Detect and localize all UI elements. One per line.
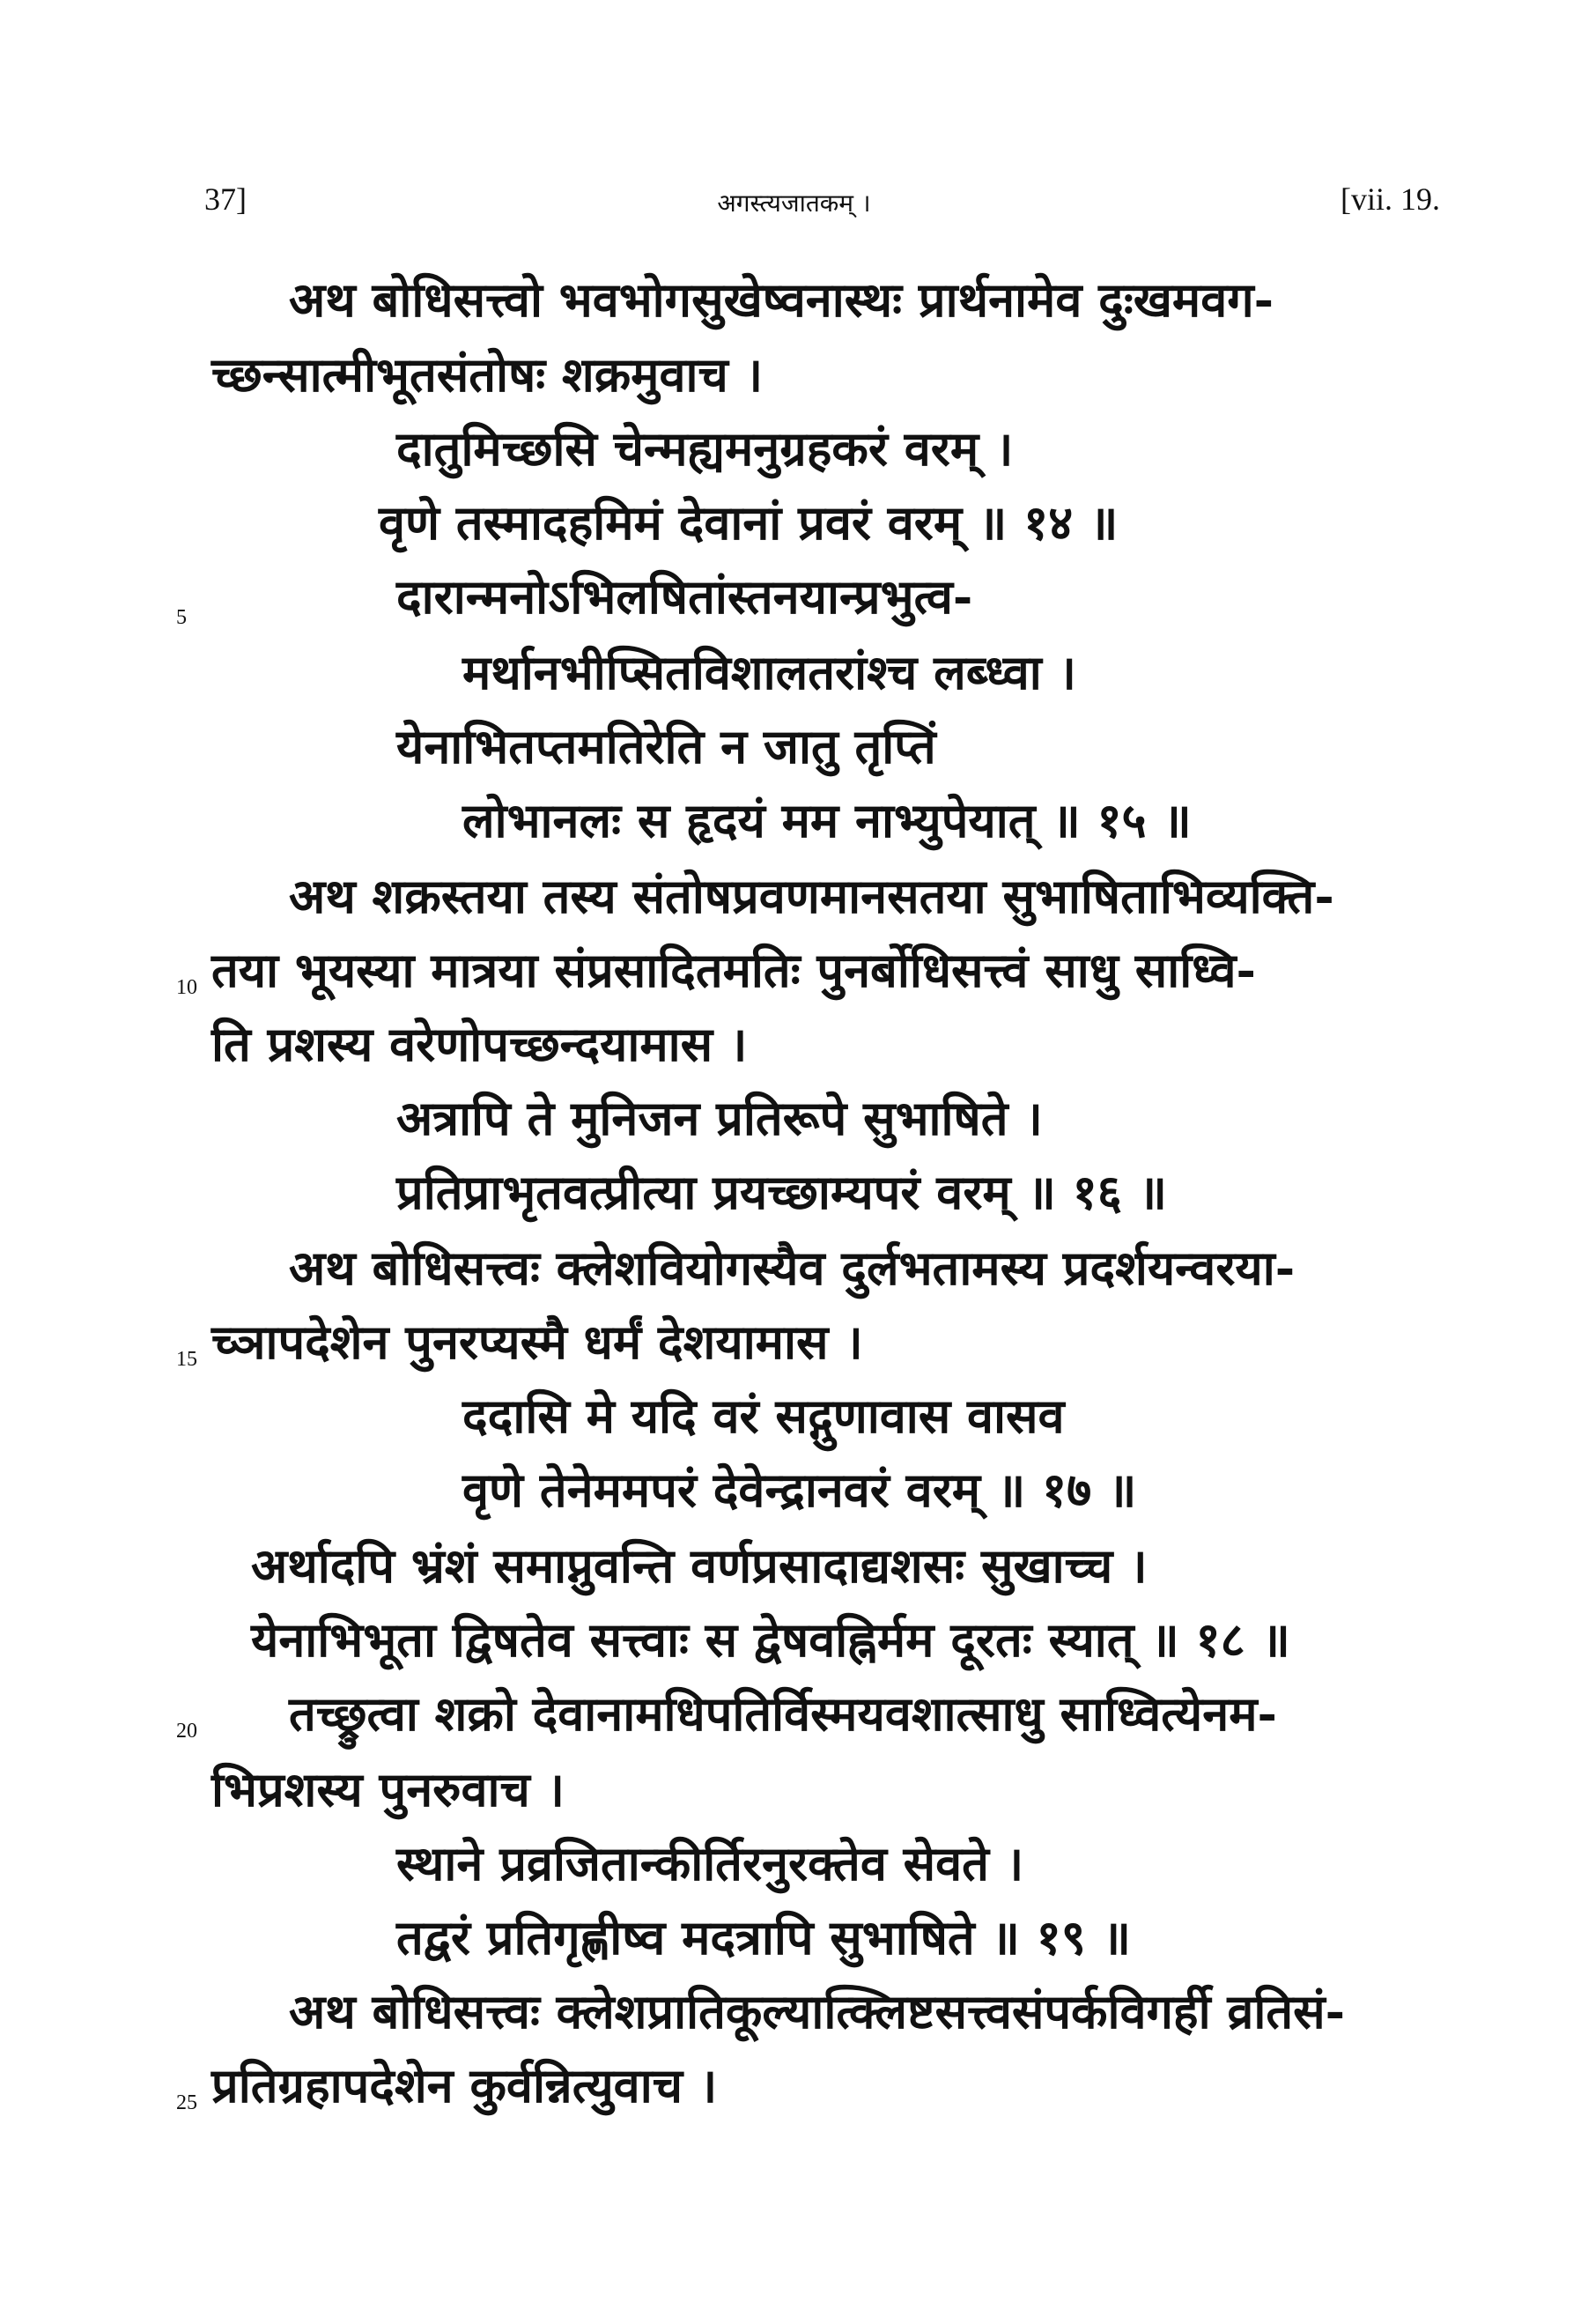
text-line: च्ञापदेशेन पुनरप्यस्मै धर्मं देशयामास । <box>211 1314 863 1370</box>
line-number: 15 <box>176 1348 197 1371</box>
text-line: अथ बोधिसत्त्वो भवभोगसुखेष्वनास्थः प्रार्थनामेव दुःखमवग- <box>289 271 1274 328</box>
text-line: तद्वरं प्रतिगृह्णीष्व मदत्रापि सुभाषिते ॥ १९ ॥ <box>396 1909 1131 1965</box>
text-line: अर्थादपि भ्रंशं समाप्नुवन्ति वर्णप्रसादाद्यशसः सुखाच्च । <box>251 1537 1148 1594</box>
page-number: 37] <box>204 181 247 217</box>
text-line: दातुमिच्छसि चेन्मह्यमनुग्रहकरं वरम् । <box>396 420 1014 477</box>
line-number: 10 <box>176 976 197 999</box>
line-number: 25 <box>176 2091 197 2114</box>
text-line: तच्छ्रुत्वा शक्रो देवानामधिपतिर्विस्मयवशात्साधु साध्वित्येनम- <box>289 1685 1277 1742</box>
text-line: ददासि मे यदि वरं सद्गुणावास वासव <box>462 1388 1065 1444</box>
text-line: ति प्रशस्य वरेणोपच्छन्दयामास । <box>211 1016 748 1072</box>
line-number: 20 <box>176 1720 197 1743</box>
text-line: येनाभिभूता द्विषतेव सत्त्वाः स द्वेषवह्निर्मम दूरतः स्यात् ॥ १८ ॥ <box>251 1611 1290 1668</box>
text-line: अत्रापि ते मुनिजन प्रतिरूपे सुभाषिते । <box>396 1090 1043 1146</box>
text-line: लोभानलः स हृदयं मम नाभ्युपेयात् ॥ १५ ॥ <box>462 792 1192 848</box>
text-line: तया भूयस्या मात्रया संप्रसादितमतिः पुनर्बोधिसत्त्वं साधु साध्वि- <box>211 942 1256 998</box>
text-line: येनाभितप्तमतिरेति न जातु तृप्तिं <box>396 718 936 774</box>
text-line: च्छन्सात्मीभूतसंतोषः शक्रमुवाच । <box>211 346 764 403</box>
text-line: प्रतिग्रहापदेशेन कुर्वन्नित्युवाच । <box>211 2057 718 2113</box>
text-line: वृणे तस्मादहमिमं देवानां प्रवरं वरम् ॥ १४ ॥ <box>379 494 1119 551</box>
text-line: अथ बोधिसत्त्वः क्लेशप्रातिकूल्यात्क्लिष्टसत्त्वसंपर्कविगर्ही व्रतिसं- <box>289 1983 1346 2039</box>
text-line: प्रतिप्राभृतवत्प्रीत्या प्रयच्छाम्यपरं वरम् ॥ १६ ॥ <box>396 1164 1167 1220</box>
section-reference: [vii. 19. <box>1341 181 1440 217</box>
running-title: अगस्त्यजातकम् । <box>717 189 871 218</box>
text-line: भिप्रशस्य पुनरुवाच । <box>211 1761 565 1817</box>
text-line: दारान्मनोऽभिलषितांस्तनयान्प्रभुत्व- <box>396 568 973 625</box>
text-line: मर्थानभीप्सितविशालतरांश्च लब्ध्वा । <box>462 644 1076 700</box>
text-line: वृणे तेनेममपरं देवेन्द्रानवरं वरम् ॥ १७ ॥ <box>462 1462 1137 1518</box>
line-number: 5 <box>176 606 187 629</box>
text-line: अथ शक्रस्तया तस्य संतोषप्रवणमानसतया सुभाषिताभिव्यक्ति- <box>289 868 1334 924</box>
text-line: अथ बोधिसत्त्वः क्लेशवियोगस्यैव दुर्लभतामस्य प्रदर्शयन्वरया- <box>289 1240 1296 1296</box>
page-header <box>0 181 1588 233</box>
text-line: स्थाने प्रव्रजितान्कीर्तिरनुरक्तेव सेवते । <box>396 1835 1024 1891</box>
